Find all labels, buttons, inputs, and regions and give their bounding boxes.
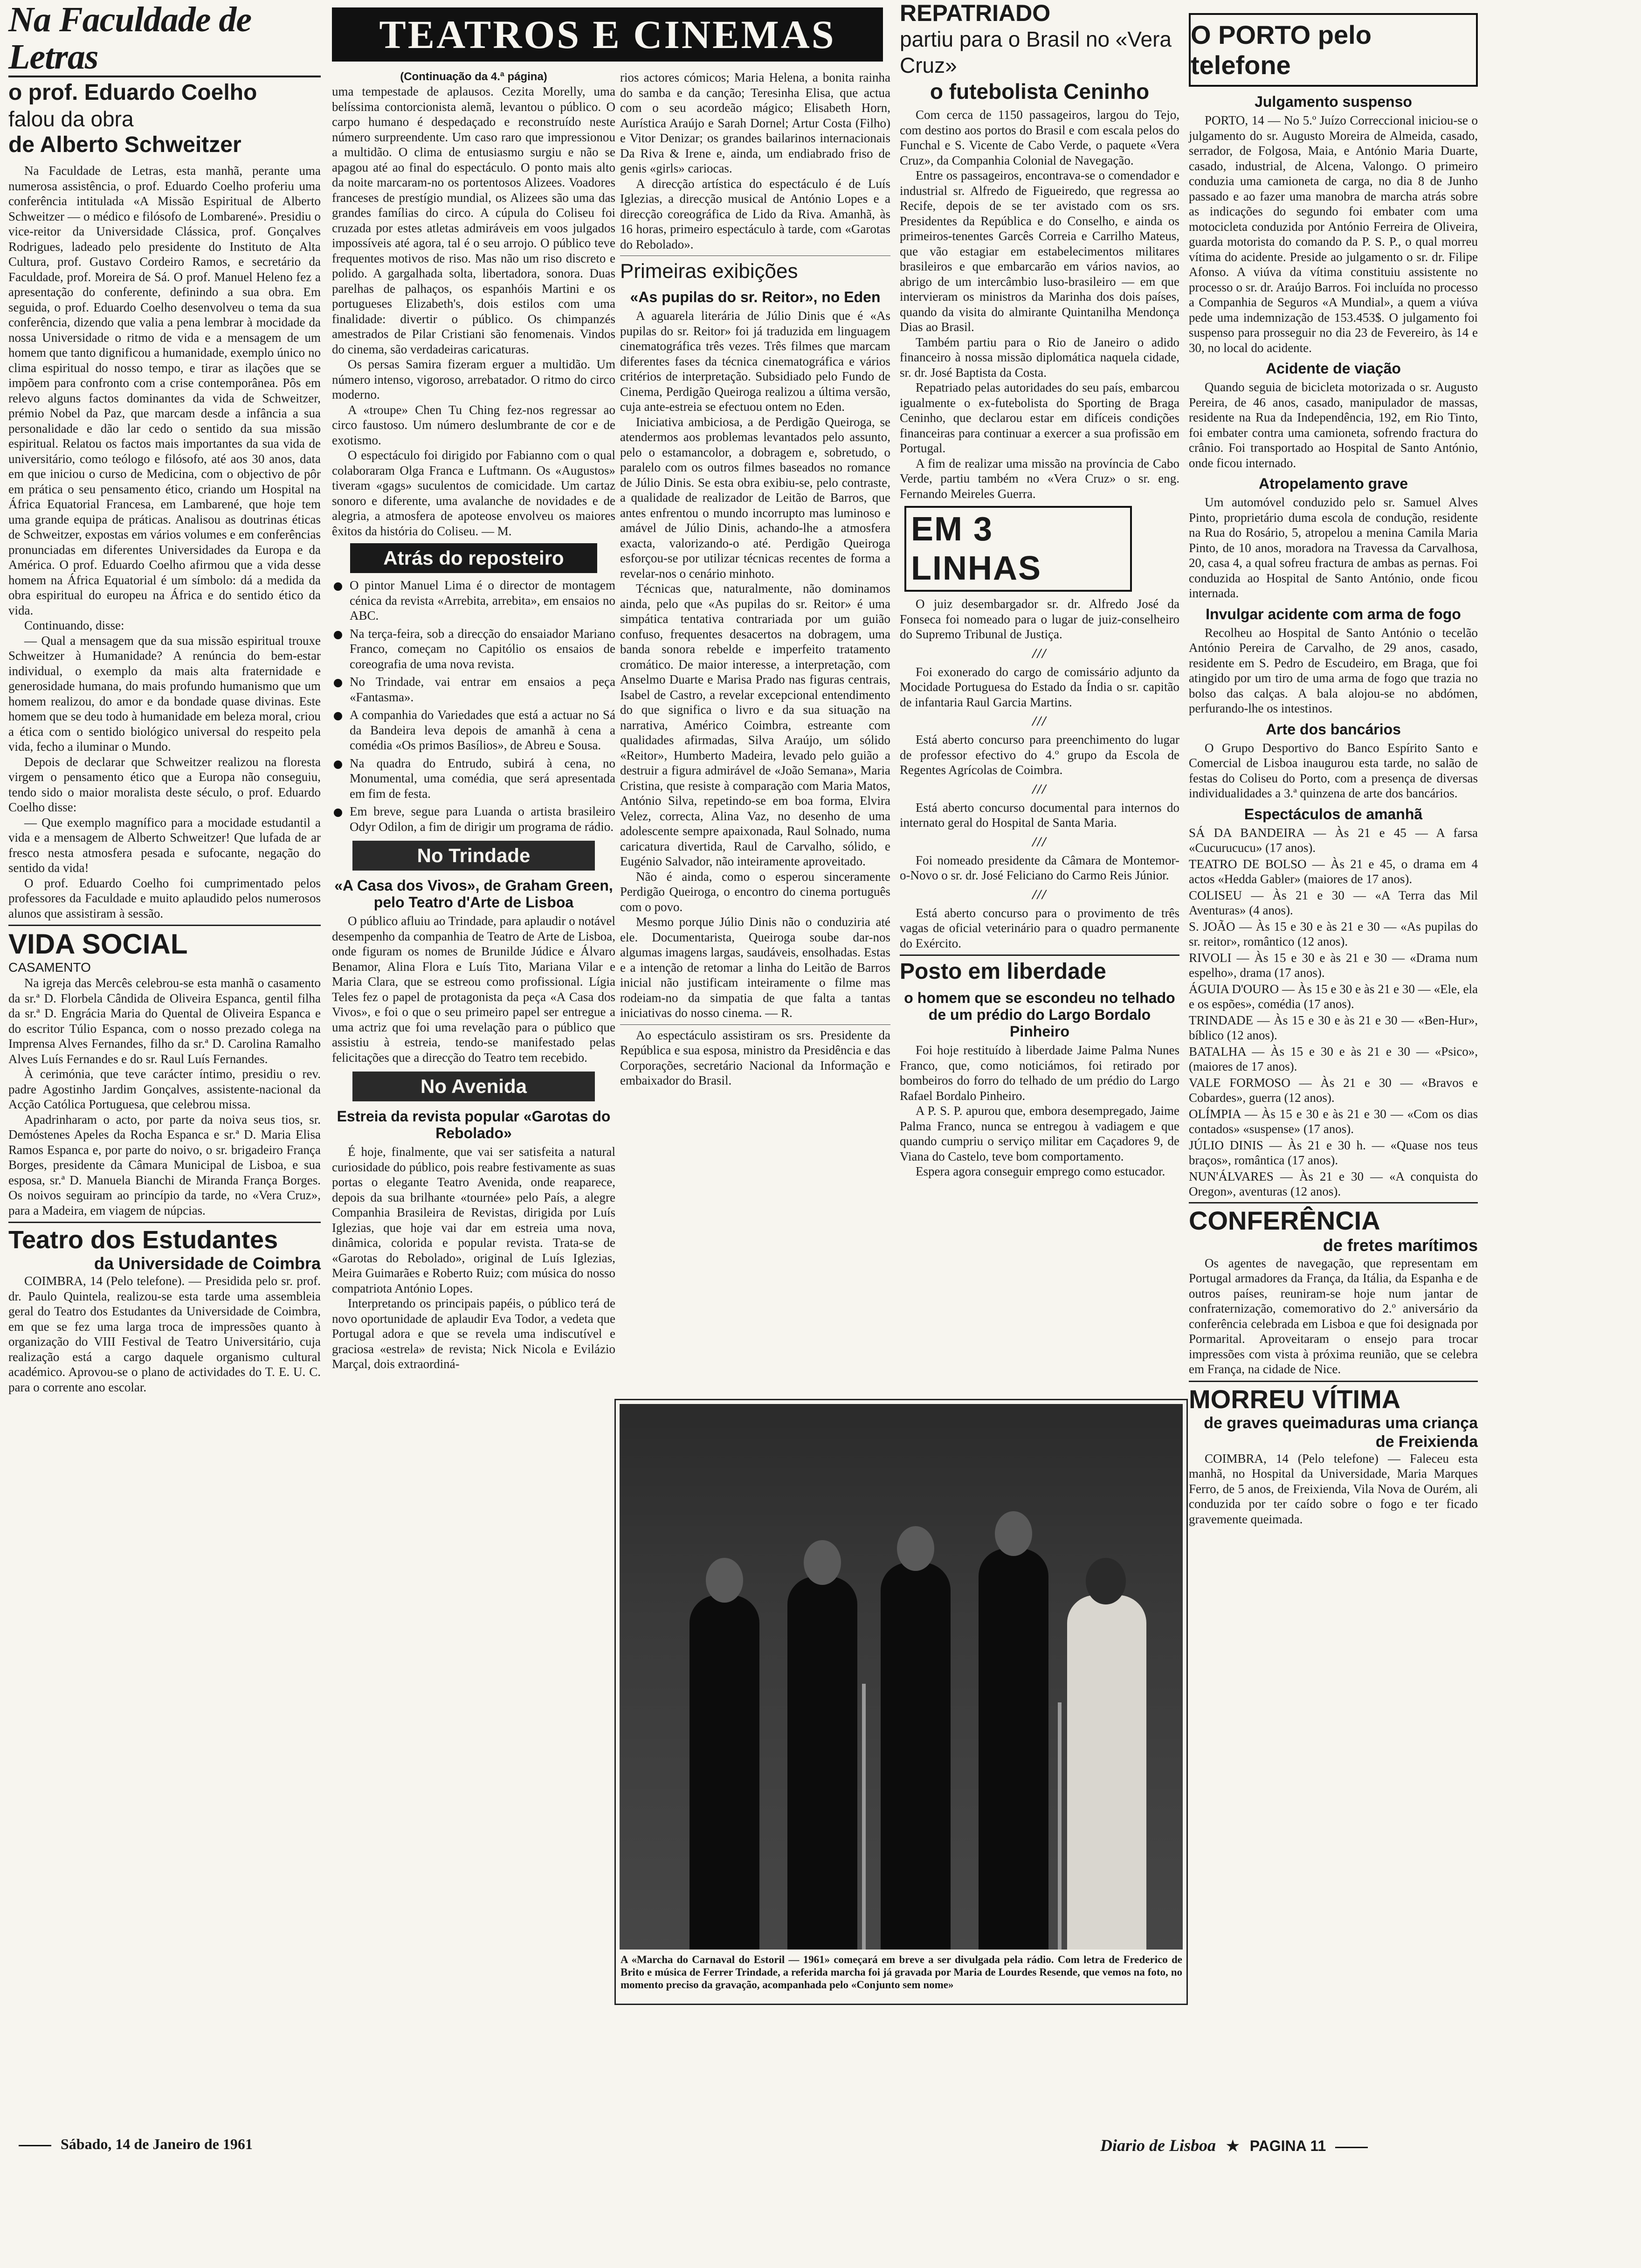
figure bbox=[689, 1595, 759, 1950]
list-item: Foi exonerado do cargo de comissário adjunto da Mocidade Portuguesa do Estado da Índia o sr. capitão de infantaria Raul Garcia Martins. bbox=[900, 664, 1179, 709]
porto-masthead-title: O PORTO pelo telefone bbox=[1191, 20, 1372, 80]
avenida-body: É hoje, finalmente, que vai ser satisfeita a natural curiosidade do público, pois reabre festivamente as suas portas o elegante Teatro Avenida, onde reaparece, depois da sua brilhante «tournée» pelo País, a alegre Companhia Brasileira de Revistas, dirigida por Luís Iglezias, que hoje vai dar em estreia uma nova, dinâmica, colorida e popular revista. Trata-se de «Garotas do Rebolado», original de Luís Iglezias, Meira Guimarães e Roberto Ruiz; com música do nosso compatriota António Lopes. Interpretando os principais papéis, o público terá de novo oportunidade de aplaudir Eva Todor, a vedeta que Portugal adora e que se revela uma indiscutível e graciosa «estrela» de revista; Nick Nicola e Evilázio Marçal, dois extraordiná- bbox=[332, 1145, 615, 1371]
teatro-estudantes-body: COIMBRA, 14 (Pelo telefone). — Presidida pelo sr. prof. dr. Paulo Quintela, realizou-se esta tarde uma assembleia geral do Teatro dos Estudantes da Universidade de Coimbra, em que se fez uma larga troca de impressões quanto à organização do VIII Festival de Teatro Universitário, cuja realização está a cargo daquele organismo cultural académico. Aprovou-se o plano de actividades do T. E. U. C. para o corrente ano escolar. bbox=[8, 1274, 321, 1394]
list-item: ÁGUIA D'OURO — Às 15 e 30 e às 21 e 30 — «Ele, ela e os espões», comédia (17 anos). bbox=[1189, 982, 1478, 1011]
espectaculos-list bbox=[1189, 825, 1478, 1199]
separator-slashes: /// bbox=[1032, 645, 1047, 661]
posto-body: Foi hoje restituído à liberdade Jaime Palma Nunes Franco, que, como noticiámos, foi retirado por bombeiros do forro do telhado de um prédio do Largo Rafael Bordalo Pinheiro. A P. S. P. apurou que, embora desempregado, Jaime Palma Franco, nunca se entregou à vadiagem e que quando cumpriu o serviço militar em Caçadores 9, de Viana do Castelo, teve bom comportamento. Espera agora conseguir emprego como estucador. bbox=[900, 1043, 1179, 1178]
posto-title: Posto em liberdade bbox=[900, 959, 1106, 984]
figure-head bbox=[706, 1558, 743, 1603]
column-4 bbox=[900, 0, 1179, 1380]
list-item: VALE FORMOSO — Às 21 e 30 — «Bravos e Cobardes», guerra (12 anos). bbox=[1189, 1075, 1478, 1105]
acidente-body: Quando seguia de bicicleta motorizada o sr. Augusto Pereira, de 46 anos, casado, manipulador de massas, residente na Rua da Independência, 192, em Rio Tinto, foi embater contra uma camioneta, sofrendo fractura do crânio. Foi transportado ao Hospital de Santo António, onde ficou internado. bbox=[1189, 380, 1478, 470]
repatriado-kicker: REPATRIADO bbox=[900, 0, 1051, 26]
list-item: O pintor Manuel Lima é o director de montagem cénica da revista «Arrebita, arrebita», em ensaios no ABC. bbox=[332, 578, 615, 623]
vida-social-title: VIDA SOCIAL bbox=[8, 928, 188, 960]
list-item: Na terça-feira, sob a direcção do ensaiador Mariano Franco, começam no Capitólio os ensaios de coreografia de uma nova revista. bbox=[332, 626, 615, 672]
list-item: NUN'ÁLVARES — Às 21 e 30 — «A conquista do Oregon», aventuras (12 anos). bbox=[1189, 1169, 1478, 1198]
atropelamento-title: Atropelamento grave bbox=[1258, 475, 1408, 492]
footer-date: Sábado, 14 de Janeiro de 1961 bbox=[61, 2136, 253, 2152]
list-item: Está aberto concurso para preenchimento do lugar de professor efectivo do 4.º grupo da Escola de Regentes Agrícolas de Coimbra. bbox=[900, 733, 1179, 777]
list-item: Em breve, segue para Luanda o artista brasileiro Odyr Odilon, a fim de dirigir um programa de rádio. bbox=[332, 804, 615, 834]
teatro-estudantes-title: Teatro dos Estudantes bbox=[8, 1226, 278, 1254]
list-item: TRINDADE — Às 15 e 30 e às 21 e 30 — «Ben-Hur», bíblico (12 anos). bbox=[1189, 1013, 1478, 1042]
list-item: O juiz desembargador sr. dr. Alfredo José da Fonseca foi nomeado para o lugar de juiz-conselheiro do Supremo Tribunal de Justiça. bbox=[900, 597, 1179, 641]
arte-body: O Grupo Desportivo do Banco Espírito Santo e Comercial de Lisboa inaugurou esta tarde, no salão de festas do Coliseu do Porto, com a presença de diversas individualidades a 3.ª quinzena de arte dos bancários. bbox=[1189, 740, 1478, 800]
section-banner bbox=[332, 7, 883, 62]
invulgar-title: Invulgar acidente com arma de fogo bbox=[1206, 605, 1461, 622]
figure-singer bbox=[1067, 1595, 1146, 1950]
em-3-linhas-box bbox=[904, 506, 1132, 592]
conferencia-deck: de fretes marítimos bbox=[1323, 1235, 1478, 1255]
divider bbox=[620, 1024, 890, 1025]
list-item: JÚLIO DINIS — Às 21 e 30 h. — «Quase nos teus braços», romântica (17 anos). bbox=[1189, 1138, 1478, 1167]
separator-slashes: /// bbox=[1032, 886, 1047, 902]
list-item: A companhia do Variedades que está a actuar no Sá da Bandeira leva depois de amanhã à cena a comédia «Os primos Basílios», de Abreu e Sousa. bbox=[332, 707, 615, 753]
microphone-stand bbox=[1058, 1702, 1062, 1950]
list-item: Está aberto concurso para o provimento de três vagas de oficial veterinário para o quadro permanente do Exército. bbox=[900, 906, 1179, 950]
espectaculos-title: Espectáculos de amanhã bbox=[1244, 805, 1423, 823]
column-1 bbox=[8, 0, 321, 2126]
primeiras-title: Primeiras exibições bbox=[620, 260, 798, 283]
article-headline: o prof. Eduardo Coelho bbox=[8, 80, 257, 105]
figure bbox=[881, 1563, 951, 1950]
figure-head bbox=[995, 1511, 1032, 1556]
divider bbox=[8, 925, 321, 926]
figure-head bbox=[1086, 1558, 1126, 1604]
pupilas-body: A aguarela literária de Júlio Dinis que é «As pupilas do sr. Reitor» foi já traduzida em linguagem cinematográfica três vezes. Três filmes que marcam diferentes fases da técnica cinematográfica e vários critérios de interpretação. Subsidiado pelo Fundo de Cinema, Perdigão Queiroga realizou a última versão, cuja ante-estreia se efectuou ontem no Eden. Iniciativa ambiciosa, a de Perdigão Queiroga, se atendermos aos problemas levantados pelo assunto, pelo o estamancolor, a dobragem e, sobretudo, o paralelo com os outros filmes baseados no romance de Júlio Dinis. Se esta obra exibiu-se, pelo contraste, a qualidade de realizador de Leitão de Barros, que antes enfrentou o mundo incorrupto mas luminoso e amável de Júlio Dinis, achando-lhe a atmosfera exacta, valorizando-o até. Perdigão Queiroga esforçou-se por utilizar técnicas recentes de forma a revelar-nos o cenário minhoto. Técnicas que, naturalmente, não dominamos ainda, pelo que «As pupilas do sr. Reitor» é uma simpática tentativa contrariada por um guião confuso, frequentes desacertos na dobragem, uma banda sonora rebelde e imperfeito tratamento cromático. De maior interesse, a interpretação, com Anselmo Duarte e Marisa Prado nas figuras centrais, Isabel de Castro, a revelar excepcional entendimento do que significa o livro e da sua situação na narrativa, Américo Coimbra, estreante com qualidades afirmadas, Silva Araújo, um sólido «Reitor», Humberto Madeira, levado pelo guião a destruir a figura admirável de «João Semana», Maria Cristina, que resiste à comparação com Maria Matos, António Silva, repetindo-se em boa forma, Elvira Velez, correcta, Alina Vaz, no desenho de uma adolescente sempre apaixonada, Raul Solnado, numa caricatura divertida, Raul de Carvalho, sólido, e Eugénio Salvador, não inteiramente aproveitado. Não é ainda, como o esperou sinceramente Perdigão Queiroga, o encontro do cinema português com o povo. Mesmo porque Júlio Dinis não o conduziria até ele. Documentarista, Queiroga soube dar-nos algumas imagens largas, saudáveis, ensolhadas. Estas e a intenção de retomar a linha do Leitão de Barros inicial não justificam inteiramente o filme mas rodeiam-no da simpatia de que falta a tantas iniciativas do nosso cinema. — R. bbox=[620, 309, 890, 1020]
conferencia-body: Os agentes de navegação, que representam em Portugal armadores da França, da Itália, da Espanha e de outros países, reuniram-se hoje num jantar de confraternização, comemorativo do 2.º aniversário da conferência celebrada em Lisboa e que foi designada por Pormarital. Aproveitaram o ensejo para trocar impressões com vista à próxima reunião, que se celebra em França, na cidade de Nice. bbox=[1189, 1256, 1478, 1376]
star-icon: ★ bbox=[1226, 2137, 1240, 2154]
julgamento-title: Julgamento suspenso bbox=[1255, 93, 1412, 110]
article-kicker: Na Faculdade de Letras bbox=[8, 1, 321, 77]
morreu-title: MORREU VÍTIMA bbox=[1189, 1384, 1401, 1414]
list-item: TEATRO DE BOLSO — Às 21 e 45, o drama em 4 actos «Hedda Gabler» (maiores de 17 anos). bbox=[1189, 857, 1478, 886]
avenida-headline: Estreia da revista popular «Garotas do Rebolado» bbox=[337, 1108, 611, 1141]
article-deck-2: de Alberto Schweitzer bbox=[8, 132, 241, 157]
atras-reposteiro-list bbox=[332, 578, 615, 834]
column-2-body bbox=[332, 70, 615, 2126]
figure bbox=[979, 1549, 1048, 1950]
list-item: S. JOÃO — Às 15 e 30 e às 21 e 30 — «As pupilas do sr. reitor», romântico (12 anos). bbox=[1189, 919, 1478, 948]
vida-social-body: Na igreja das Mercês celebrou-se esta manhã o casamento da sr.ª D. Florbela Cândida de Oliveira Espanca, gentil filha da sr.ª D. Engrácia Maria do Quental de Oliveira Espanca e do escritor Túlio Espanca, com o nosso prezado colega na Imprensa Alves Fernandes, filho da sr.ª D. Carolina Ramalho Alves Luís Fernandes e do sr. Raul Luís Fernandes. À cerimónia, que teve carácter íntimo, presidiu o rev. padre Agostinho Jardim Gonçalves, assistente-nacional da Acção Católica Portuguesa, que celebrou missa. Apadrinharam o acto, por parte da noiva seus tios, sr. Demóstenes Apeles da Rocha Espanca e sr.ª D. Maria Elisa Ramos Espanca e, por parte do noivo, o sr. brigadeiro França Borges, presidente da Câmara Municipal de Lisboa, e sua esposa, sr.ª D. Manuela Bianchi de Miranda França Borges. Os noivos seguiram ao princípio da tarde, no «Vera Cruz», para a Madeira, em viagem de núpcias. bbox=[8, 976, 321, 1217]
morreu-deck: de graves queimaduras uma criança de Freixienda bbox=[1204, 1414, 1478, 1451]
list-item: Foi nomeado presidente da Câmara de Montemor-o-Novo o sr. dr. José Feliciano do Carmo Reis Júnior. bbox=[900, 853, 1179, 882]
list-item: BATALHA — Às 15 e 30 e às 21 e 30 — «Psico», (maiores de 17 anos). bbox=[1189, 1044, 1478, 1073]
column-5 bbox=[1189, 0, 1478, 2126]
avenida-title: No Avenida bbox=[352, 1072, 595, 1101]
microphone-stand bbox=[862, 1684, 866, 1950]
article-body: Na Faculdade de Letras, esta manhã, perante uma numerosa assistência, o prof. Eduardo Coelho proferiu uma conferência intitulada «A Missão Espiritual de Alberto Schweitzer — o médico e filósofo de Lombarené». Presidiu o vice-reitor da Universidade Clássica, prof. Gonçalves Rodrigues, ladeado pelo presidente do Instituto de Alta Cultura, prof. Gustavo Cordeiro Ramos, e secretário da Faculdade, prof. Moreira de Sá. O prof. Manuel Heleno fez a apresentação do conferente, definindo a sua obra. Em seguida, o prof. Eduardo Coelho desenvolveu o tema da sua conferência, dizendo que valia a pena lembrar à mocidade da nossa Universidade o ritmo de vida e a mensagem de um homem que tanto dignificou a humanidade, exemplo único no clima espiritual do nosso tempo, e tirar as ilações que se impõem para confronto com a crise contemporânea. Pôs em relevo alguns factos dominantes da vida de Schweitzer, prémio Nobel da Paz, que marcam desde a infância a sua personalidade e dão lar cedo o sentido da sua missão espiritual. Relatou os factos mais importantes da sua vida de universitário, como teólogo e filósofo, até aos 30 anos, data em que iniciou o curso de Medicina, com o objectivo de pôr em prática o seu pensamento ético, criando um Hospital na África Equatorial Francesa, em Lambarené, que hoje tem uma grande equipa de práticas. Analisou as doutrinas éticas de Schweitzer, expostas em vários volumes e em conferências pronunciadas em diferentes Universidades da Europa e da América. O prof. Eduardo Coelho afirmou que a vida desse homem na África Equatorial é um símbolo: dá a medida da obra espiritual do europeu na África e do sentido ético da vida. Continuando, disse: — Qual a mensagem que da sua missão espiritual trouxe Schweitzer à Humanidade? A renúncia do bem-estar individual, o exemplo da mais alta fraternidade e generosidade humana, do mais profundo humanismo que um homem realizou, do amor e da bondade quase divinas. Este homem que se deu todo à humanidade em beleza moral, criou a ética com o sentido biológico universal do respeito pela vida, fecho a iluminar o Mundo. Depois de declarar que Schweitzer realizou na floresta virgem o pensamento ético que a Europa não conseguiu, tendo sido o maior moralista deste século, o prof. Eduardo Coelho disse: — Que exemplo magnífico para a mocidade estudantil a vida e a mensagem de Alberto Schweitzer! Que lufada de ar fresco nesta atmosfera pesada e sufocante, negação do sentido da vida! O prof. Eduardo Coelho foi cumprimentado pelos professores da Faculdade e muito aplaudido pelos numerosos alunos que assistiram à sessão. bbox=[8, 164, 321, 920]
trindade-headline: «A Casa dos Vivos», de Graham Green, pelo Teatro d'Arte de Lisboa bbox=[334, 877, 613, 911]
em-3-linhas-list bbox=[900, 596, 1179, 951]
separator-slashes: /// bbox=[1032, 781, 1047, 797]
repatriado-deck-2: o futebolista Ceninho bbox=[930, 79, 1150, 104]
footer-left bbox=[19, 2136, 671, 2153]
list-item: RIVOLI — Às 15 e 30 e às 21 e 30 — «Drama num espelho», drama (17 anos). bbox=[1189, 950, 1478, 980]
divider bbox=[900, 954, 1179, 956]
section-banner-title: TEATROS E CINEMAS bbox=[379, 12, 836, 57]
footer-right bbox=[1100, 2136, 1566, 2155]
vida-social-sub: CASAMENTO bbox=[8, 960, 91, 975]
julgamento-body: PORTO, 14 — No 5.º Juízo Correccional iniciou-se o julgamento do sr. Augusto Moreira de Almeida, casado, serrador, de Folgosa, Maia, e António Maria Duarte, casado, industrial, de Alcena, Valongo. O primeiro conduzia uma camioneta de carga, no dia 8 de Junho passado e ao fazer uma manobra de marcha atrás sobre as indicações do segundo foi embater com uma motocicleta conduzida por António Ferreira de Oliveira, guarda motorista do comando da P. S. P., o qual morreu vítima do acidente. Preside ao julgamento o sr. dr. Filipe Afonso. A viúva da vítima constituiu assistente no processo o sr. dr. Araújo Barros. Foi incluída no processo a Companhia de Seguros «A Mundial», a quem a viúva pede uma indemnização de 153.453$. O julgamento foi suspenso para prosseguir no dia 23 de Fevereiro, às 14 e 30, no local do acidente. bbox=[1189, 113, 1478, 355]
conferencia-title: CONFERÊNCIA bbox=[1189, 1205, 1380, 1235]
invulgar-body: Recolheu ao Hospital de Santo António o tecelão António Pereira de Carvalho, de 29 anos, casado, residente em S. Pedro de Escudeiro, em Braga, que foi atingido por um tiro de uma arma de fogo que trazia no bolso das calças. A bala alojou-se no abdómen, perfurando-lhe os intestinos. bbox=[1189, 625, 1478, 715]
column-3 bbox=[620, 70, 890, 1329]
separator-slashes: /// bbox=[1032, 713, 1047, 729]
arte-title: Arte dos bancários bbox=[1266, 720, 1401, 738]
divider bbox=[1189, 1202, 1478, 1203]
teatro-estudantes-sub: da Universidade de Coimbra bbox=[94, 1254, 321, 1273]
musicians-photo bbox=[620, 1404, 1183, 1950]
figure bbox=[787, 1577, 857, 1950]
avenida-attendance: Ao espectáculo assistiram os srs. Presidente da República e sua esposa, ministro da Presidência e das Corporações, secretário Nacional da Informação e embaixador do Brasil. bbox=[620, 1028, 890, 1087]
atras-reposteiro-title: Atrás do reposteiro bbox=[350, 543, 597, 573]
continuation-note: (Continuação da 4.ª página) bbox=[400, 70, 547, 83]
avenida-continued: rios actores cómicos; Maria Helena, a bonita rainha do samba e da canção; Teresinha Elisa, que actua com o seu acordeão mágico; Elisabeth Horn, Aurística Araújo e Sarah Dornel; Artur Costa (Filho) e Vitor Denizar; os grandes bailarinos internacionais Da Riva & Irene e, ainda, um endiabrado friso de genis «girls» cariocas. A direcção artística do espectáculo é de Luís Iglezias, a direcção musical de António Lopes e a direcção coreográfica de Lido da Riva. Amanhã, às 16 horas, primeiro espectáculo à tarde, com «Garotas do Rebolado». bbox=[620, 70, 890, 251]
list-item: COLISEU — Às 21 e 30 — «A Terra das Mil Aventuras» (4 anos). bbox=[1189, 888, 1478, 917]
list-item: No Trindade, vai entrar em ensaios a peça «Fantasma». bbox=[332, 674, 615, 705]
list-item: OLÍMPIA — Às 15 e 30 e às 21 e 30 — «Com os dias contados» «suspense» (17 anos). bbox=[1189, 1106, 1478, 1136]
article-deck: falou da obra bbox=[8, 107, 134, 131]
list-item: SÁ DA BANDEIRA — Às 21 e 45 — A farsa «Cucurucucu» (17 anos). bbox=[1189, 825, 1478, 855]
pupilas-headline: «As pupilas do sr. Reitor», no Eden bbox=[630, 289, 881, 305]
figure-head bbox=[897, 1526, 934, 1571]
divider bbox=[8, 1222, 321, 1223]
posto-deck: o homem que se escondeu no telhado de um prédio do Largo Bordalo Pinheiro bbox=[904, 989, 1175, 1040]
em-3-linhas-title: EM 3 LINHAS bbox=[911, 511, 1041, 587]
list-item: Na quadra do Entrudo, subirá à cena, no Monumental, uma comédia, que será apresentada em fim de festa. bbox=[332, 756, 615, 802]
circus-review-body: uma tempestade de aplausos. Cezita Morelly, uma belíssima contorcionista alemã, levantou o público. O carpo humano é despedaçado e reconstruído neste número surpreendente. Um caso raro que impressionou a multidão. O clima de entusiasmo surgiu e não se apagou até ao final do espectáculo. O ponto mais alto da noite marcaram-no os portentosos Alizees. Voadores franceses de prestígio mundial, os Alizees são uma das grandes famílias do circo. A cúpula do Coliseu foi cruzada por estes atletas admiráveis em voos julgados impossíveis até agora, tal é o seu arrojo. O público teve frequentes motivos de riso. Mas não um riso discreto e polido. A gargalhada solta, libertadora, sonora. Duas parelhas de palhaços, os espanhóis Martini e os portugueses Elizabeth's, dois estilos com uma finalidade: divertir o público. Os chimpanzés amestrados de Pilar Cristiani são fenomenais. Vindos do cinema, são verdadeiras caricaturas. Os persas Samira fizeram erguer a multidão. Um número intenso, vigoroso, arrebatador. O ritmo do circo moderno. A «troupe» Chen Tu Ching fez-nos regressar ao circo faustoso. Um número deslumbrante de cor e de exotismo. O espectáculo foi dirigido por Fabianno com o qual colaboraram Olga Franca e Luftmann. Os «Augustos» tiveram «gags» suculentos de comicidade. Um cartaz sonoro e diferente, uma avalanche de novidades e de alegria, a atmosfera de apoteose envolveu os maiores êxitos da história do Coliseu. — M. bbox=[332, 84, 615, 538]
list-item: Está aberto concurso documental para internos do internato geral do Hospital de Santa Maria. bbox=[900, 800, 1179, 830]
repatriado-body: Com cerca de 1150 passageiros, largou do Tejo, com destino aos portos do Brasil e com escala pelos do Funchal e S. Vicente de Cabo Verde, o paquete «Vera Cruz», da Companhia Colonial de Navegação. Entre os passageiros, encontrava-se o comendador e industrial sr. Alfredo de Figueiredo, que regressa ao Recife, depois de se ter avistado com os srs. Presidentes da República e do Conselho, e ainda os primeiros-tenentes Garcês Correia e Carrilho Mateus, que vão estagiar em estabelecimentos militares brasileiros e que embarcarão em vários navios, ao abrigo de um intercâmbio luso-brasileiro — em que intervieram os ministros da Marinha dos dois países, quando da visita do almirante Quintanilha Mendonça Dias ao Brasil. Também partiu para o Rio de Janeiro o adido financeiro à nossa missão diplomática naquela cidade, sr. dr. José Baptista da Costa. Repatriado pelas autoridades do seu país, embarcou igualmente o ex-futebolista do Sporting de Braga Ceninho, que declarou estar em difíceis condições financeiras para continuar a exercer a sua profissão em Portugal. A fim de realizar uma missão na província de Cabo Verde, partiu também no «Vera Cruz» o sr. eng. Fernando Meireles Guerra. bbox=[900, 108, 1179, 501]
divider bbox=[1189, 1381, 1478, 1382]
porto-masthead bbox=[1189, 13, 1478, 87]
photo-block bbox=[614, 1399, 1188, 2005]
acidente-title: Acidente de viação bbox=[1266, 360, 1401, 377]
separator-slashes: /// bbox=[1032, 834, 1047, 850]
figure-head bbox=[804, 1540, 841, 1585]
footer-page: PAGINA 11 bbox=[1249, 2137, 1326, 2154]
trindade-title: No Trindade bbox=[352, 841, 595, 871]
morreu-body: COIMBRA, 14 (Pelo telefone) — Faleceu esta manhã, no Hospital da Universidade, Maria Marques Ferro, de 5 anos, de Freixienda, Vila Nova de Ourém, ali conduzida por ter caído sobre o fogo e ter ficado gravemente queimada. bbox=[1189, 1451, 1478, 1526]
trindade-body: O público afluiu ao Trindade, para aplaudir o notável desempenho da companhia de Teatro de Arte de Lisboa, onde figuram os nomes de Brunilde Júdice e Álvaro Benamor, Alina Flora e Luís Tito, Mariana Vilar e Maria Clara, que se estreou como profissional. Lígia Teles fez o papel de protagonista da peça «A Casa dos Vivos», e foi o que o seu primeiro papel ser entregue a uma actriz que foi uma revelação para o público que assistiu à estreia, tendo-se manifestado pelas felicitações que a direcção do Teatro tem recebido. bbox=[332, 914, 615, 1065]
footer-paper: Diario de Lisboa bbox=[1100, 2136, 1216, 2155]
repatriado-deck: partiu para o Brasil no «Vera Cruz» bbox=[900, 27, 1172, 77]
photo-caption: A «Marcha do Carnaval do Estoril — 1961» começará em breve a ser divulgada pela rádio. Com letra de Frederico de Brito e música de Ferrer Trindade, a referida marcha foi já gravada por Maria de Lourdes Resende, que vemos na foto, no momento preciso da gravação, acompanhada pelo «Conjunto sem nome» bbox=[621, 1954, 1182, 1991]
atropelamento-body: Um automóvel conduzido pelo sr. Samuel Alves Pinto, proprietário duma escola de condução, residente na Rua do Rosário, 5, atropelou a menina Camila Maria Pinto, de 10 anos, moradora na Travessa da Carvalhosa, 20, casa 4, a qual sofreu fractura de ambas as pernas. Foi conduzida ao Hospital de Santo António, onde ficou internada. bbox=[1189, 495, 1478, 600]
